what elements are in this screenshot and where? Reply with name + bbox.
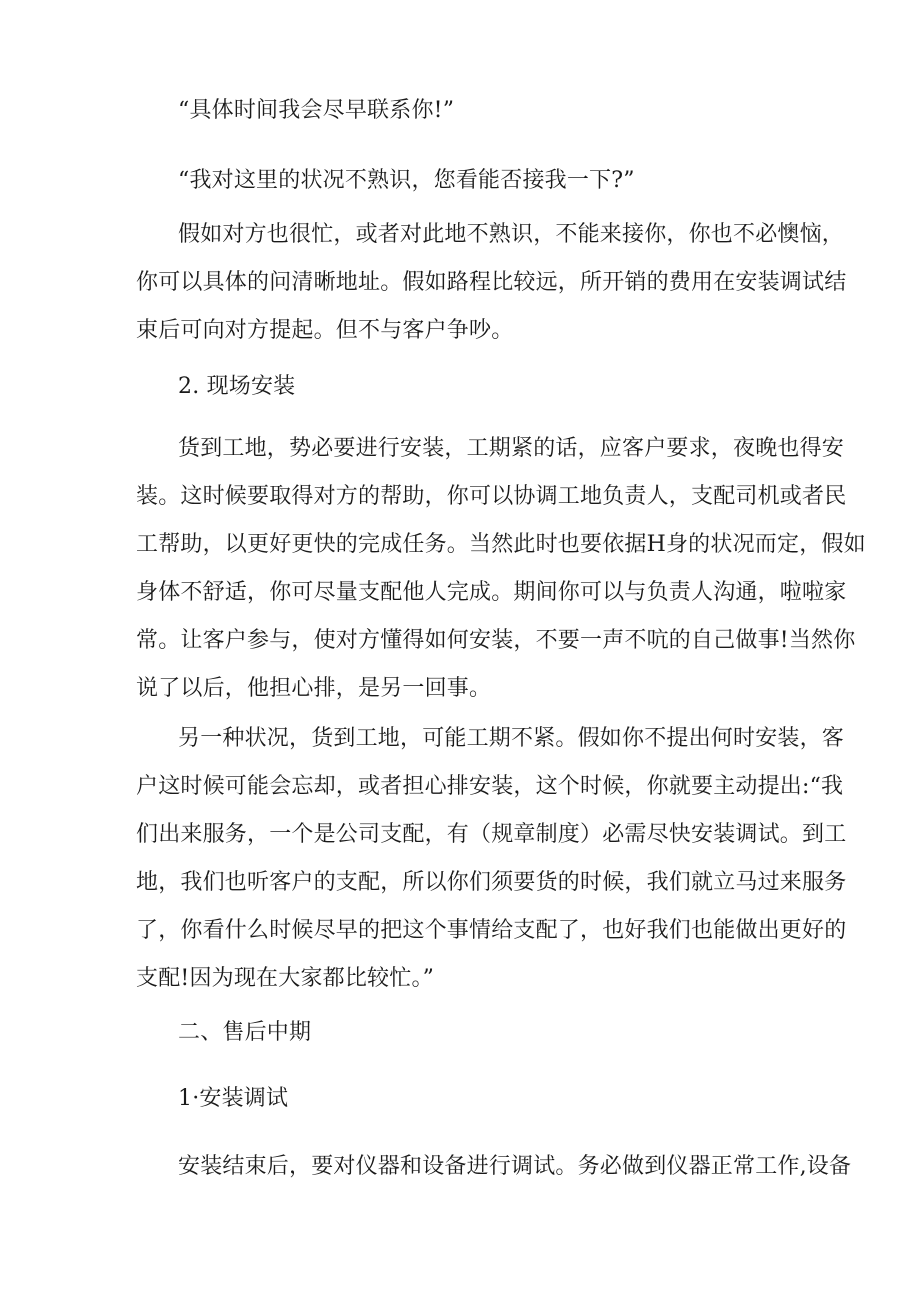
paragraph-3-line-6: 支配!因为现在大家都比较忙。” xyxy=(136,966,435,991)
paragraph-3-line-4: 地，我们也听客户的支配，所以你们须要货的时候，我们就立马过来服务 xyxy=(136,870,847,895)
quote-line-1: “具体时间我会尽早联系你!” xyxy=(178,98,455,123)
paragraph-3-line-5: 了，你看什么时候尽早的把这个事情给支配了，也好我们也能做出更好的 xyxy=(136,918,847,943)
paragraph-3-line-1: 另一种状况，货到工地，可能工期不紧。假如你不提出何时安装，客 xyxy=(178,726,845,751)
paragraph-3-line-3: 们出来服务，一个是公司支配，有（规章制度）必需尽快安装调试。到工 xyxy=(136,822,847,847)
paragraph-2-line-5: 常。让客户参与，使对方懂得如何安装，不要一声不吭的自己做事!当然你 xyxy=(136,628,856,653)
paragraph-3-line-2: 户这时候可能会忘却，或者担心排安装，这个时候，你就要主动提出:“我 xyxy=(136,774,844,799)
subsection-heading-install-debug: 1·安装调试 xyxy=(178,1086,289,1111)
paragraph-1-line-2: 你可以具体的问清晰地址。假如路程比较远，所开销的费用在安装调试结 xyxy=(136,270,847,295)
paragraph-1-line-1: 假如对方也很忙，或者对此地不熟识，不能来接你，你也不必懊恼， xyxy=(178,222,845,247)
section-heading-after-sales-middle: 二、售后中期 xyxy=(178,1020,312,1045)
paragraph-4-line-1: 安装结束后，要对仪器和设备进行调试。务必做到仪器正常工作,设备 xyxy=(178,1154,852,1179)
paragraph-2-line-6: 说了以后，他担心排，是另一回事。 xyxy=(136,676,492,701)
paragraph-1-line-3: 束后可向对方提起。但不与客户争吵。 xyxy=(136,318,514,343)
paragraph-2-line-4: 身体不舒适，你可尽量支配他人完成。期间你可以与负责人沟通，啦啦家 xyxy=(136,580,847,605)
paragraph-2-line-3: 工帮助，以更好更快的完成任务。当然此时也要依据H身的状况而定，假如 xyxy=(136,532,866,557)
paragraph-2-line-2: 装。这时候要取得对方的帮助，你可以协调工地负责人，支配司机或者民 xyxy=(136,484,847,509)
paragraph-2-line-1: 货到工地，势必要进行安装，工期紧的话，应客户要求，夜晚也得安 xyxy=(178,436,845,461)
quote-line-2: “我对这里的状况不熟识，您看能否接我一下?” xyxy=(178,168,635,193)
section-heading-onsite-install: 2. 现场安装 xyxy=(178,374,296,399)
